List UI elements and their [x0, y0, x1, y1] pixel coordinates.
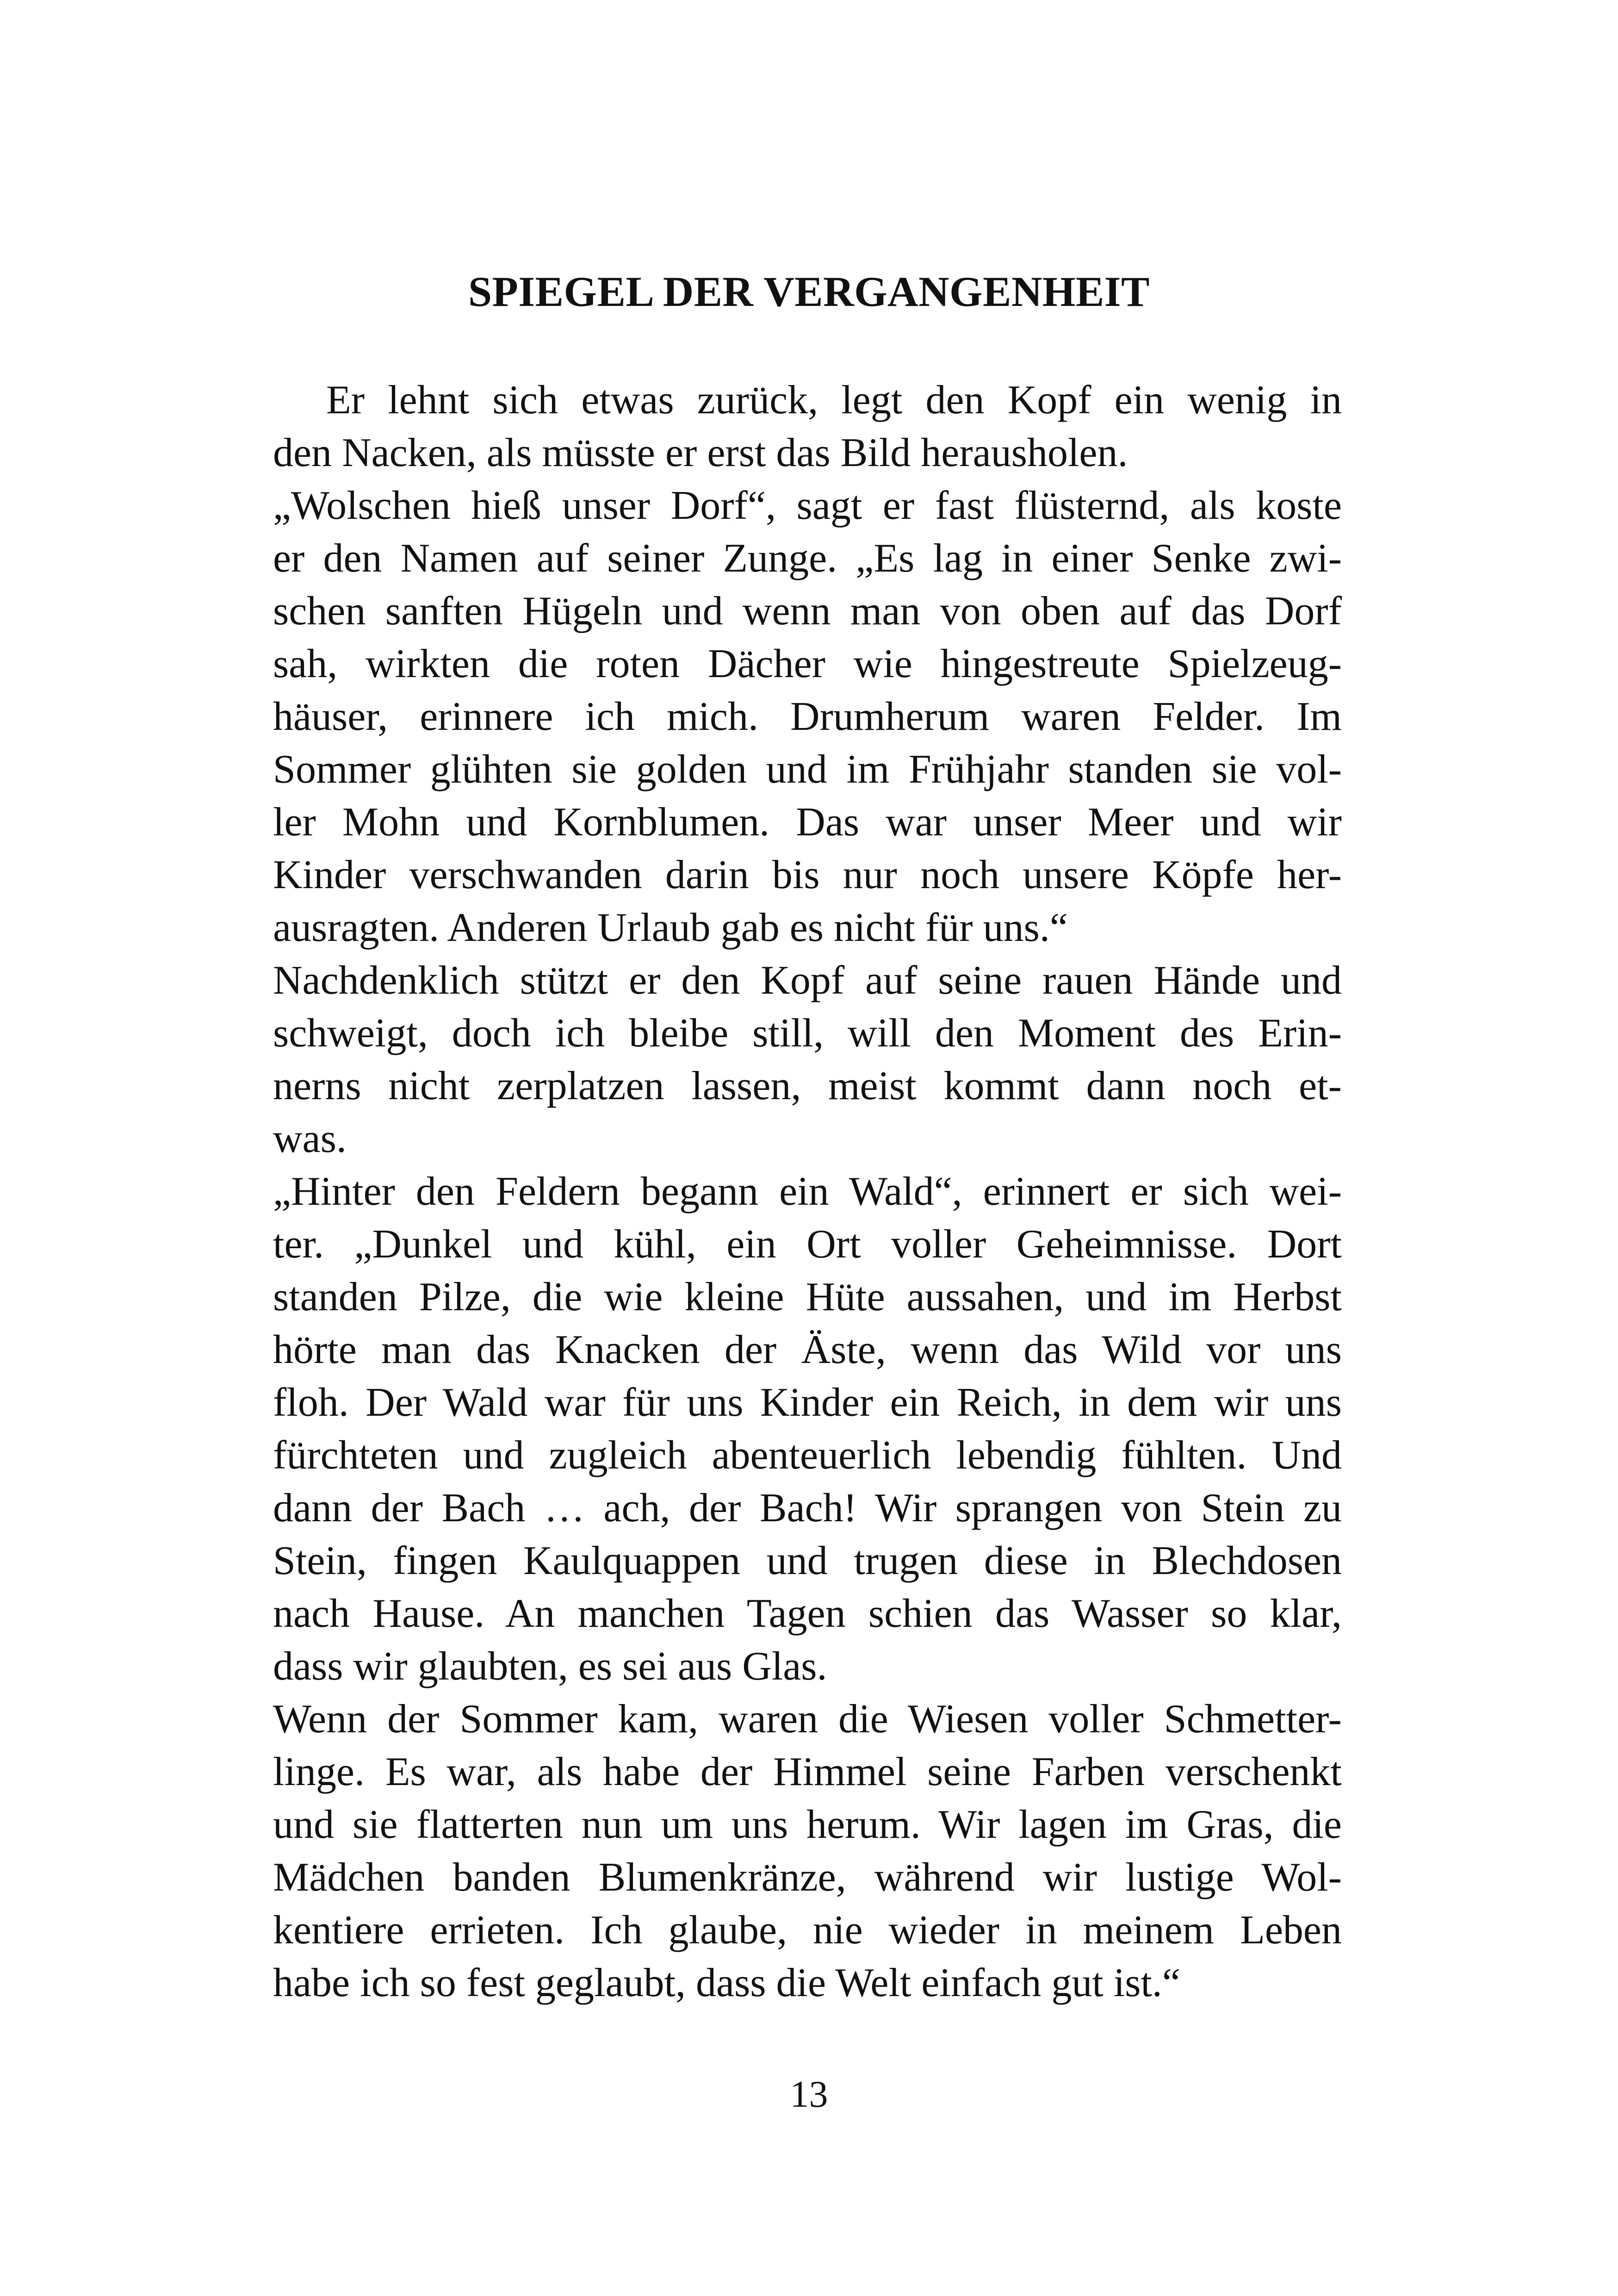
text-line: und sie flatterten nun um uns herum. Wir lagen im Gras, die — [273, 1802, 1342, 1847]
text-line: hörte man das Knacken der Äste, wenn das Wild vor uns — [273, 1327, 1342, 1372]
text-line: Stein, fingen Kaulquappen und trugen diese in Blechdosen — [273, 1538, 1342, 1583]
text-line: dann der Bach … ach, der Bach! Wir sprangen von Stein zu — [273, 1486, 1342, 1531]
text-line: fürchteten und zugleich abenteuerlich lebendig fühlten. Und — [273, 1433, 1342, 1478]
text-line: standen Pilze, die wie kleine Hüte aussahen, und im Herbst — [273, 1275, 1342, 1319]
text-line: Kinder verschwanden darin bis nur noch unsere Köpfe her- — [273, 852, 1342, 897]
text-line: schen sanften Hügeln und wenn man von oben auf das Dorf — [273, 589, 1342, 634]
page-number: 13 — [790, 2073, 828, 2115]
text-line: dass wir glaubten, es sei aus Glas. — [273, 1644, 827, 1689]
text-line: habe ich so fest geglaubt, dass die Welt einfach gut ist.“ — [273, 1960, 1180, 2005]
text-line: Sommer glühten sie golden und im Frühjahr standen sie vol- — [273, 747, 1342, 792]
text-line: kentiere errieten. Ich glaube, nie wieder in meinem Leben — [273, 1908, 1342, 1953]
text-line: floh. Der Wald war für uns Kinder ein Reich, in dem wir uns — [273, 1380, 1342, 1425]
text-line: Nachdenklich stützt er den Kopf auf seine rauen Hände und — [273, 958, 1342, 1003]
text-line: Wenn der Sommer kam, waren die Wiesen voller Schmetter- — [273, 1697, 1342, 1742]
text-line: „Wolschen hieß unser Dorf“, sagt er fast flüsternd, als koste — [273, 483, 1342, 528]
body-text — [273, 374, 1342, 2010]
text-line: häuser, erinnere ich mich. Drumherum waren Felder. Im — [273, 694, 1342, 739]
text-line: nerns nicht zerplatzen lassen, meist kommt dann noch et- — [273, 1064, 1342, 1108]
text-line: sah, wirkten die roten Dächer wie hingestreute Spielzeug- — [273, 641, 1342, 686]
text-line: er den Namen auf seiner Zunge. „Es lag in einer Senke zwi- — [273, 536, 1342, 581]
text-line: ter. „Dunkel und kühl, ein Ort voller Geheimnisse. Dort — [273, 1222, 1342, 1267]
text-line: Er lehnt sich etwas zurück, legt den Kopf ein wenig in — [326, 378, 1342, 423]
text-line: linge. Es war, als habe der Himmel seine Farben verschenkt — [273, 1749, 1342, 1794]
text-line: was. — [273, 1116, 347, 1161]
text-line: Mädchen banden Blumenkränze, während wir lustige Wol- — [273, 1855, 1342, 1900]
text-line: ler Mohn und Kornblumen. Das war unser Meer und wir — [273, 800, 1342, 845]
text-line: „Hinter den Feldern begann ein Wald“, erinnert er sich wei- — [273, 1169, 1342, 1214]
text-line: den Nacken, als müsste er erst das Bild herausholen. — [273, 430, 1128, 475]
text-line: nach Hause. An manchen Tagen schien das Wasser so klar, — [273, 1591, 1342, 1636]
text-line: schweigt, doch ich bleibe still, will den Moment des Erin- — [273, 1011, 1342, 1056]
chapter-title: SPIEGEL DER VERGANGENHEIT — [468, 268, 1150, 315]
text-line: ausragten. Anderen Urlaub gab es nicht für uns.“ — [273, 905, 1068, 950]
